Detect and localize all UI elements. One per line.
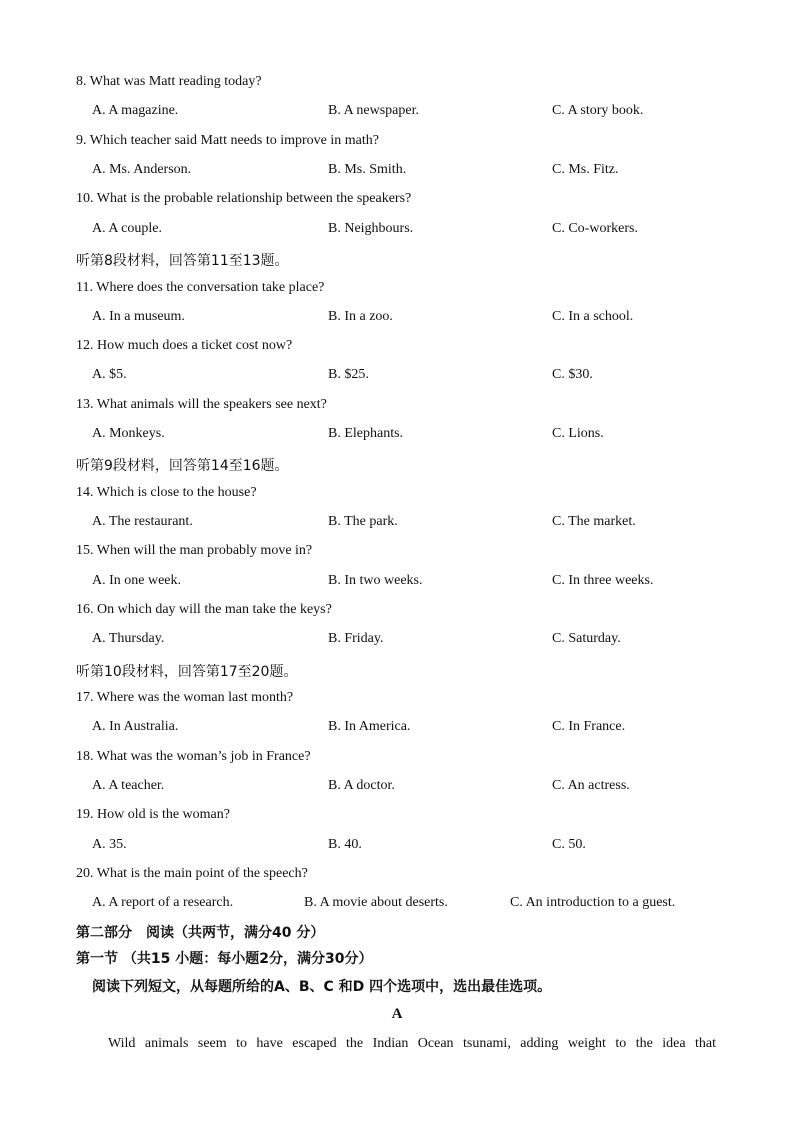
option-a: A. In Australia.: [92, 719, 179, 734]
question-text: 11. Where does the conversation take place?: [76, 280, 325, 295]
question-text: 8. What was Matt reading today?: [76, 74, 262, 89]
question-text: 10. What is the probable relationship between the speakers?: [76, 191, 412, 206]
option-b: B. Ms. Smith.: [328, 162, 407, 177]
option-c: C. A story book.: [552, 103, 644, 118]
option-c: C. In a school.: [552, 309, 634, 324]
option-b: B. A newspaper.: [328, 103, 419, 118]
option-b: B. In America.: [328, 719, 411, 734]
question-text: 15. When will the man probably move in?: [76, 543, 313, 558]
part-heading: 第二部分 阅读（共两节，满分40 分）: [76, 925, 325, 941]
option-b: B. A doctor.: [328, 778, 395, 793]
option-a: A. A magazine.: [92, 103, 179, 118]
option-a: A. Monkeys.: [92, 426, 165, 441]
option-c: C. In France.: [552, 719, 626, 734]
question-text: 18. What was the woman’s job in France?: [76, 749, 311, 764]
question-text: 9. Which teacher said Matt needs to improve in math?: [76, 133, 379, 148]
option-a: A. In a museum.: [92, 309, 185, 324]
option-a: A. A report of a research.: [92, 895, 234, 910]
reading-instruction: 阅读下列短文，从每题所给的A、B、C 和D 四个选项中，选出最佳选项。: [92, 979, 552, 995]
option-c: C. 50.: [552, 837, 586, 852]
option-b: B. Neighbours.: [328, 221, 414, 236]
option-a: A. Thursday.: [92, 631, 165, 646]
question-text: 17. Where was the woman last month?: [76, 690, 294, 705]
question-text: 19. How old is the woman?: [76, 807, 230, 822]
passage-first-line: Wild animals seem to have escaped the Indian Ocean tsunami, adding weight to the idea that: [108, 1036, 716, 1051]
option-b: B. The park.: [328, 514, 398, 529]
option-c: C. Co-workers.: [552, 221, 638, 236]
option-c: C. In three weeks.: [552, 573, 654, 588]
option-a: A. $5.: [92, 367, 127, 382]
option-a: A. In one week.: [92, 573, 182, 588]
question-text: 14. Which is close to the house?: [76, 485, 257, 500]
option-c: C. Lions.: [552, 426, 604, 441]
option-c: C. An actress.: [552, 778, 630, 793]
passage-title: A: [391, 1006, 403, 1022]
option-a: A. A teacher.: [92, 778, 165, 793]
option-c: C. Saturday.: [552, 631, 621, 646]
question-text: 16. On which day will the man take the keys?: [76, 602, 332, 617]
option-c: C. $30.: [552, 367, 593, 382]
option-a: A. Ms. Anderson.: [92, 162, 192, 177]
section-instruction: 听第9段材料，回答第14至16题。: [76, 458, 289, 474]
option-a: A. The restaurant.: [92, 514, 193, 529]
option-b: B. Elephants.: [328, 426, 404, 441]
question-text: 13. What animals will the speakers see next?: [76, 397, 327, 412]
option-a: A. 35.: [92, 837, 127, 852]
question-text: 20. What is the main point of the speech?: [76, 866, 308, 881]
option-c: C. Ms. Fitz.: [552, 162, 619, 177]
option-c: C. An introduction to a guest.: [510, 895, 676, 910]
option-b: B. $25.: [328, 367, 369, 382]
option-b: B. A movie about deserts.: [304, 895, 448, 910]
option-b: B. 40.: [328, 837, 362, 852]
option-b: B. In a zoo.: [328, 309, 393, 324]
part-heading: 第一节 （共15 小题：每小题2分，满分30分）: [76, 951, 373, 967]
question-text: 12. How much does a ticket cost now?: [76, 338, 293, 353]
option-c: C. The market.: [552, 514, 636, 529]
option-b: B. Friday.: [328, 631, 384, 646]
option-b: B. In two weeks.: [328, 573, 423, 588]
section-instruction: 听第8段材料，回答第11至13题。: [76, 253, 289, 269]
section-instruction: 听第10段材料，回答第17至20题。: [76, 664, 298, 680]
option-a: A. A couple.: [92, 221, 162, 236]
